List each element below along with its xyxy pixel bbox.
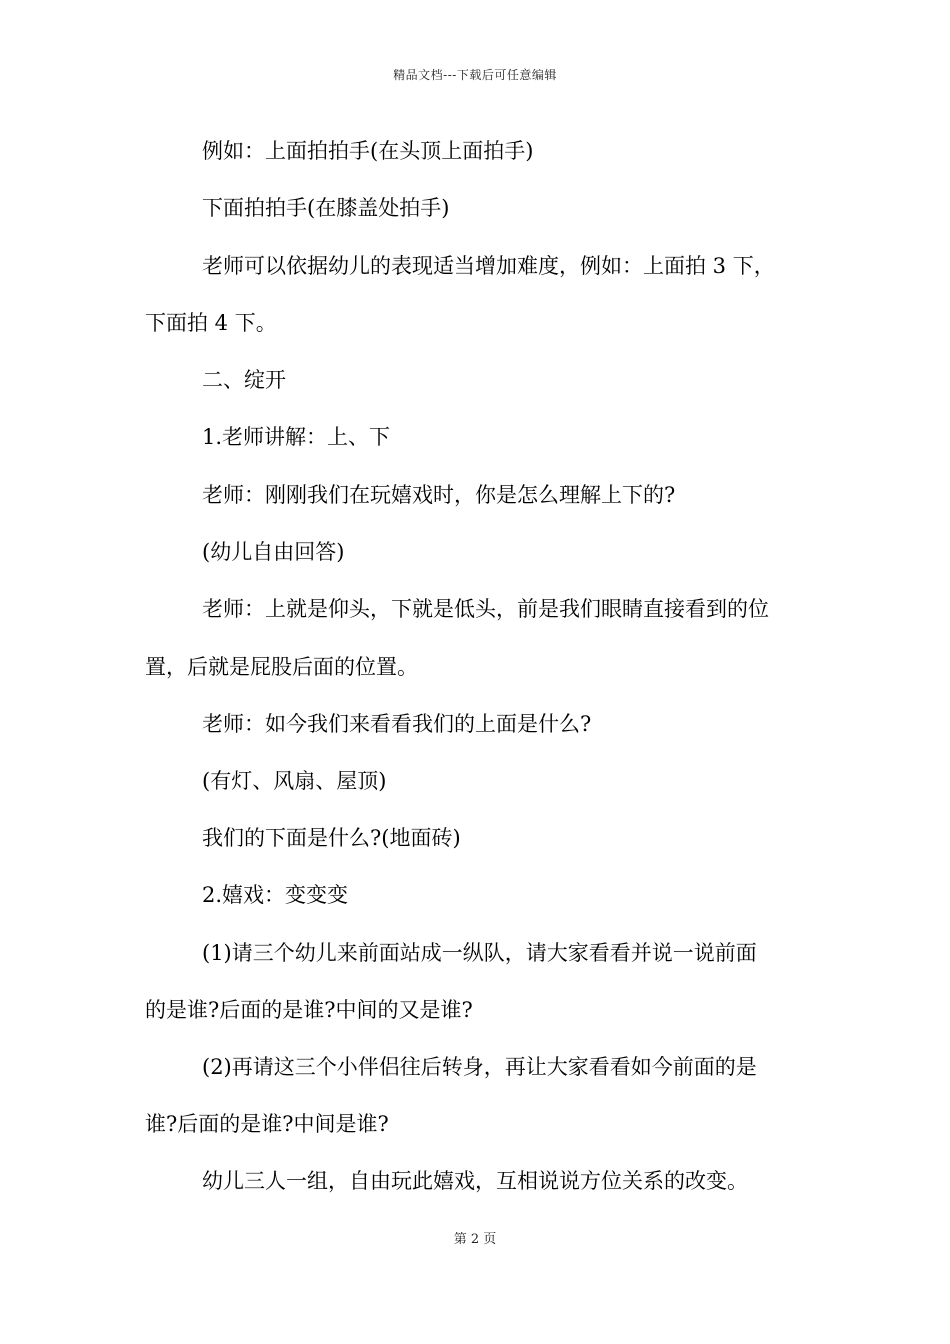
section-heading: 二、绽开 bbox=[202, 368, 286, 392]
page-header: 精品文档---下载后可任意编辑 bbox=[393, 68, 557, 82]
paragraph-line: 下面拍拍手(在膝盖处拍手) bbox=[202, 196, 450, 220]
page-number: 第 2 页 bbox=[453, 1232, 497, 1247]
paragraph-line: (2)再请这三个小伴侣往后转身，再让大家看看如今前面的是 bbox=[202, 1055, 757, 1079]
paragraph-line: (幼儿自由回答) bbox=[202, 540, 345, 564]
subsection-heading: 2.嬉戏：变变变 bbox=[202, 883, 349, 907]
paragraph-line: 谁?后面的是谁?中间是谁? bbox=[145, 1112, 389, 1136]
paragraph-line: 老师：刚刚我们在玩嬉戏时，你是怎么理解上下的? bbox=[202, 483, 676, 507]
paragraph-line: 老师：如今我们来看看我们的上面是什么? bbox=[202, 712, 592, 736]
paragraph-line: 例如：上面拍拍手(在头顶上面拍手) bbox=[202, 139, 534, 163]
paragraph-line: 下面拍 4 下。 bbox=[145, 311, 277, 335]
paragraph-line: 置，后就是屁股后面的位置。 bbox=[145, 655, 418, 679]
paragraph-line: 我们的下面是什么?(地面砖) bbox=[202, 826, 461, 850]
paragraph-line: 老师：上就是仰头，下就是低头，前是我们眼睛直接看到的位 bbox=[202, 597, 769, 621]
subsection-heading: 1.老师讲解：上、下 bbox=[202, 425, 391, 449]
paragraph-line: (1)请三个幼儿来前面站成一纵队，请大家看看并说一说前面 bbox=[202, 941, 757, 965]
paragraph-line: 的是谁?后面的是谁?中间的又是谁? bbox=[145, 998, 473, 1022]
paragraph-line: 幼儿三人一组，自由玩此嬉戏，互相说说方位关系的改变。 bbox=[202, 1169, 748, 1193]
paragraph-line: (有灯、风扇、屋顶) bbox=[202, 769, 387, 793]
paragraph-line: 老师可以依据幼儿的表现适当增加难度，例如：上面拍 3 下， bbox=[202, 254, 775, 278]
